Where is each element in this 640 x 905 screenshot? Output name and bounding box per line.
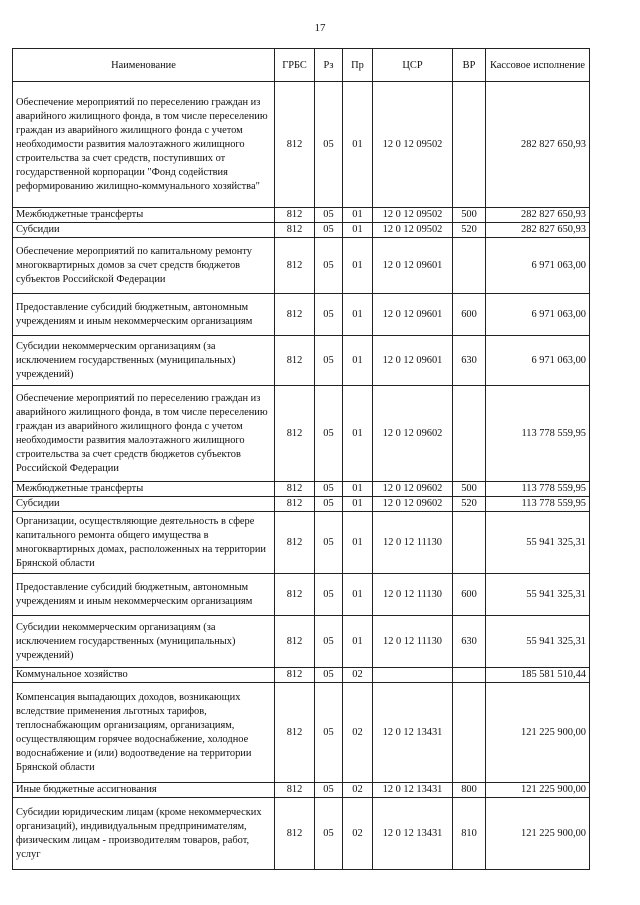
row-pr: 01 [343,294,373,336]
row-grbs: 812 [275,294,315,336]
row-grbs: 812 [275,512,315,574]
row-rz: 05 [315,82,343,208]
row-rz: 05 [315,616,343,668]
row-pr: 02 [343,783,373,798]
row-pr: 01 [343,336,373,386]
table-row [13,294,590,336]
row-amount: 121 225 900,00 [486,798,590,870]
row-grbs: 812 [275,798,315,870]
row-amount: 6 971 063,00 [486,238,590,294]
row-name: Коммунальное хозяйство [13,668,275,683]
row-vr: 500 [453,482,486,497]
row-csr: 12 0 12 09602 [373,482,453,497]
row-pr: 01 [343,512,373,574]
row-grbs: 812 [275,783,315,798]
row-rz: 05 [315,783,343,798]
row-amount: 113 778 559,95 [486,497,590,512]
row-vr [453,668,486,683]
page-number: 17 [314,22,326,34]
table-row [13,497,590,512]
row-grbs: 812 [275,668,315,683]
row-name: Предоставление субсидий бюджетным, автономным учреждениям и иным некоммерческим организациям [13,574,275,616]
row-name: Обеспечение мероприятий по переселению граждан из аварийного жилищного фонда, в том числе переселению граждан из аварийного жилищного фонда с учетом необходимости развития малоэтажного жилищного строительства за счет средств, поступивших от государственной корпорации "Фонд содействия реформированию жилищно-коммунального хозяйства" [13,82,275,208]
col-header-csr: ЦСР [373,49,453,82]
col-header-vr: ВР [453,49,486,82]
row-csr: 12 0 12 09601 [373,238,453,294]
row-csr: 12 0 12 11130 [373,574,453,616]
row-name: Субсидии [13,497,275,512]
row-rz: 05 [315,208,343,223]
row-pr: 02 [343,798,373,870]
row-rz: 05 [315,386,343,482]
row-rz: 05 [315,294,343,336]
table-row [13,208,590,223]
row-amount: 121 225 900,00 [486,683,590,783]
row-amount: 6 971 063,00 [486,336,590,386]
row-csr: 12 0 12 13431 [373,683,453,783]
col-header-amount: Кассовое исполнение [486,49,590,82]
row-grbs: 812 [275,482,315,497]
row-rz: 05 [315,482,343,497]
row-rz: 05 [315,798,343,870]
table-row [13,616,590,668]
row-amount: 113 778 559,95 [486,482,590,497]
row-vr: 800 [453,783,486,798]
row-csr: 12 0 12 11130 [373,616,453,668]
row-csr: 12 0 12 09502 [373,208,453,223]
row-name: Субсидии [13,223,275,238]
row-grbs: 812 [275,238,315,294]
table-row [13,512,590,574]
row-amount: 121 225 900,00 [486,783,590,798]
row-pr: 01 [343,386,373,482]
row-csr: 12 0 12 13431 [373,798,453,870]
row-vr [453,512,486,574]
row-name: Межбюджетные трансферты [13,482,275,497]
row-rz: 05 [315,497,343,512]
row-vr: 810 [453,798,486,870]
row-name: Субсидии некоммерческим организациям (за исключением государственных (муниципальных) учреждений) [13,336,275,386]
row-vr: 630 [453,336,486,386]
row-csr: 12 0 12 09502 [373,223,453,238]
row-rz: 05 [315,668,343,683]
row-vr [453,82,486,208]
row-rz: 05 [315,574,343,616]
table-row [13,482,590,497]
row-pr: 02 [343,683,373,783]
row-name: Организации, осуществляющие деятельность в сфере капитального ремонта общего имущества в многоквартирных домах, расположенных на территории Брянской области [13,512,275,574]
row-name: Субсидии некоммерческим организациям (за исключением государственных (муниципальных) учреждений) [13,616,275,668]
col-header-name: Наименование [13,49,275,82]
row-vr [453,683,486,783]
row-amount: 282 827 650,93 [486,82,590,208]
row-pr: 01 [343,208,373,223]
table-row [13,683,590,783]
row-pr: 02 [343,668,373,683]
row-csr: 12 0 12 11130 [373,512,453,574]
row-csr: 12 0 12 09602 [373,497,453,512]
row-name: Субсидии юридическим лицам (кроме некоммерческих организаций), индивидуальным предпринимателям, физическим лицам - производителям товаров, работ, услуг [13,798,275,870]
row-pr: 01 [343,82,373,208]
row-vr: 600 [453,574,486,616]
row-grbs: 812 [275,223,315,238]
row-grbs: 812 [275,208,315,223]
budget-execution-table [12,48,590,870]
row-grbs: 812 [275,336,315,386]
row-pr: 01 [343,223,373,238]
row-csr: 12 0 12 09502 [373,82,453,208]
row-csr: 12 0 12 09602 [373,386,453,482]
table-row [13,223,590,238]
row-grbs: 812 [275,683,315,783]
row-rz: 05 [315,223,343,238]
table-row [13,238,590,294]
row-vr [453,386,486,482]
row-amount: 55 941 325,31 [486,512,590,574]
row-csr: 12 0 12 13431 [373,783,453,798]
table-row [13,386,590,482]
row-pr: 01 [343,497,373,512]
row-amount: 55 941 325,31 [486,574,590,616]
table-row [13,798,590,870]
row-rz: 05 [315,336,343,386]
col-header-pr: Пр [343,49,373,82]
row-grbs: 812 [275,82,315,208]
row-vr: 520 [453,497,486,512]
row-amount: 55 941 325,31 [486,616,590,668]
col-header-grbs: ГРБС [275,49,315,82]
row-name: Предоставление субсидий бюджетным, автономным учреждениям и иным некоммерческим организациям [13,294,275,336]
table-header-row [13,49,590,82]
table-row [13,574,590,616]
row-csr [373,668,453,683]
row-pr: 01 [343,482,373,497]
row-vr: 630 [453,616,486,668]
row-rz: 05 [315,683,343,783]
row-csr: 12 0 12 09601 [373,294,453,336]
row-name: Обеспечение мероприятий по переселению граждан из аварийного жилищного фонда, в том числе переселению граждан из аварийного жилищного фонда с учетом необходимости развития малоэтажного жилищного строительства за счет средств бюджетов субъектов Российской Федерации [13,386,275,482]
row-vr [453,238,486,294]
row-vr: 520 [453,223,486,238]
row-amount: 282 827 650,93 [486,208,590,223]
row-vr: 600 [453,294,486,336]
row-grbs: 812 [275,386,315,482]
row-grbs: 812 [275,574,315,616]
row-pr: 01 [343,616,373,668]
row-amount: 6 971 063,00 [486,294,590,336]
row-pr: 01 [343,238,373,294]
row-grbs: 812 [275,616,315,668]
col-header-rz: Рз [315,49,343,82]
row-amount: 185 581 510,44 [486,668,590,683]
row-amount: 282 827 650,93 [486,223,590,238]
row-amount: 113 778 559,95 [486,386,590,482]
row-csr: 12 0 12 09601 [373,336,453,386]
row-rz: 05 [315,238,343,294]
table-row [13,783,590,798]
row-rz: 05 [315,512,343,574]
row-name: Иные бюджетные ассигнования [13,783,275,798]
table-row [13,336,590,386]
table-row [13,668,590,683]
row-name: Межбюджетные трансферты [13,208,275,223]
table-row [13,82,590,208]
row-grbs: 812 [275,497,315,512]
row-name: Обеспечение мероприятий по капитальному ремонту многоквартирных домов за счет средств бюджетов субъектов Российской Федерации [13,238,275,294]
row-name: Компенсация выпадающих доходов, возникающих вследствие применения льготных тарифов, теплоснабжающим организациям, организациям, осуществляющим горячее водоснабжение, холодное водоснабжение и (или) водоотведение на территории Брянской области [13,683,275,783]
row-vr: 500 [453,208,486,223]
row-pr: 01 [343,574,373,616]
